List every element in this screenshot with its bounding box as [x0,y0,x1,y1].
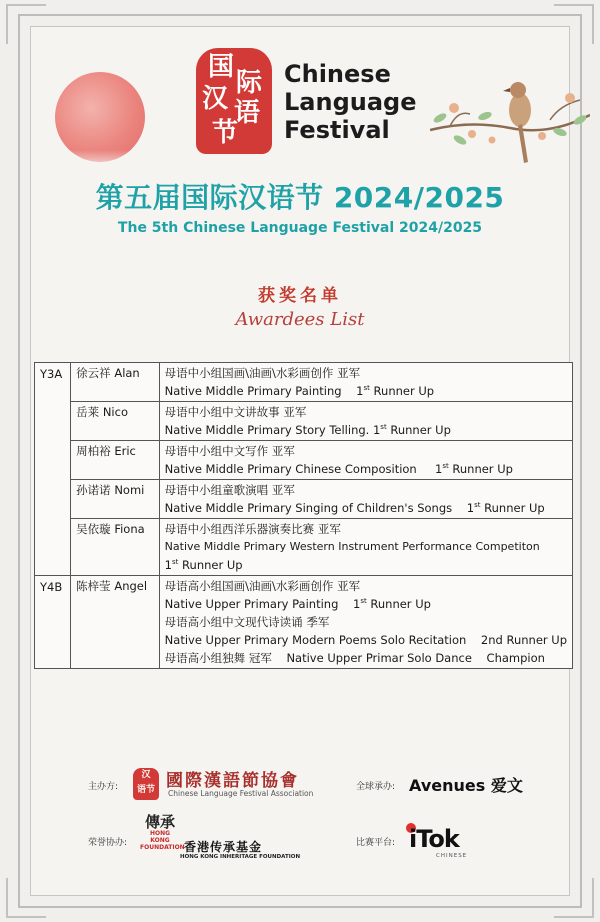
table-row [35,402,573,441]
frame-corner [6,4,46,44]
student-name: 徐云祥 Alan [71,363,160,402]
award-cell: 母语中小组西洋乐器演奏比赛 亚军 Native Middle Primary Western Instrument Performance Competiton 1st Runner Up [159,519,572,576]
association-name-en: Chinese Language Festival Association [168,789,314,798]
hk-foundation-name-cn: 香港传承基金 [184,840,263,854]
platform-label: 比赛平台: [356,838,396,848]
page-title: 第五届国际汉语节 2024/2025 [95,181,505,214]
table-row [35,441,573,480]
itok-logo: iTok [409,825,459,853]
class-cell: Y3A [35,363,71,576]
student-name: 吴依璇 Fiona [71,519,160,576]
awardees-heading-en: Awardees List [235,309,365,330]
page-subtitle: The 5th Chinese Language Festival 2024/2025 [117,220,483,236]
frame-corner [554,878,594,918]
table-row [35,576,573,669]
frame-corner [6,878,46,918]
awards-table [34,362,573,669]
class-cell: Y4B [35,576,71,669]
award-cell: 母语高小组国画\油画\水彩画创作 亚军 Native Upper Primary Painting 1st Runner Up 母语高小组中文现代诗读诵 季军 Native Upper Primary Modern Poems Solo Recitation 2nd Runner Up 母语高小组独舞 冠军 Native Upper Primar Solo Dance Champion [159,576,572,669]
student-name: 陈梓莹 Angel [71,576,160,669]
table-row [35,480,573,519]
awardees-heading-cn: 获奖名单 [258,286,342,306]
student-name: 岳莱 Nico [71,402,160,441]
award-cell: 母语中小组童歌演唱 亚军 Native Middle Primary Singing of Children's Songs 1st Runner Up [159,480,572,519]
award-cell: 母语中小组中文写作 亚军 Native Middle Primary Chinese Composition 1st Runner Up [159,441,572,480]
festival-seal-logo: 国 际 汉 语 节 [196,48,272,154]
table-row [35,519,573,576]
global-host-label: 全球承办: [356,782,396,792]
festival-logo-text: Chinese Language Festival [284,60,417,144]
avenues-logo: Avenues 爱文 [409,776,523,795]
frame-corner [554,4,594,44]
student-name: 周柏裕 Eric [71,441,160,480]
association-seal-logo: 汉 语节 [133,768,159,800]
organizer-label: 主办方: [88,782,119,792]
award-cell: 母语中小组中文讲故事 亚军 Native Middle Primary Story Telling. 1st Runner Up [159,402,572,441]
table-row [35,363,573,402]
hk-foundation-name-en: HONG KONG INHERITAGE FOUNDATION [180,854,301,860]
honor-co-organizer-label: 荣誉协办: [88,838,128,848]
hk-foundation-logo: 傳承 HONG KONG FOUNDATION [140,813,185,851]
red-sun-illustration [55,72,145,162]
association-name-cn: 國際漢語節協會 [166,771,299,791]
bird-branch-illustration [430,70,590,180]
itok-subtitle: CHINESE [436,853,468,859]
award-cell: 母语中小组国画\油画\水彩画创作 亚军 Native Middle Primary Painting 1st Runner Up [159,363,572,402]
student-name: 孙诺诺 Nomi [71,480,160,519]
